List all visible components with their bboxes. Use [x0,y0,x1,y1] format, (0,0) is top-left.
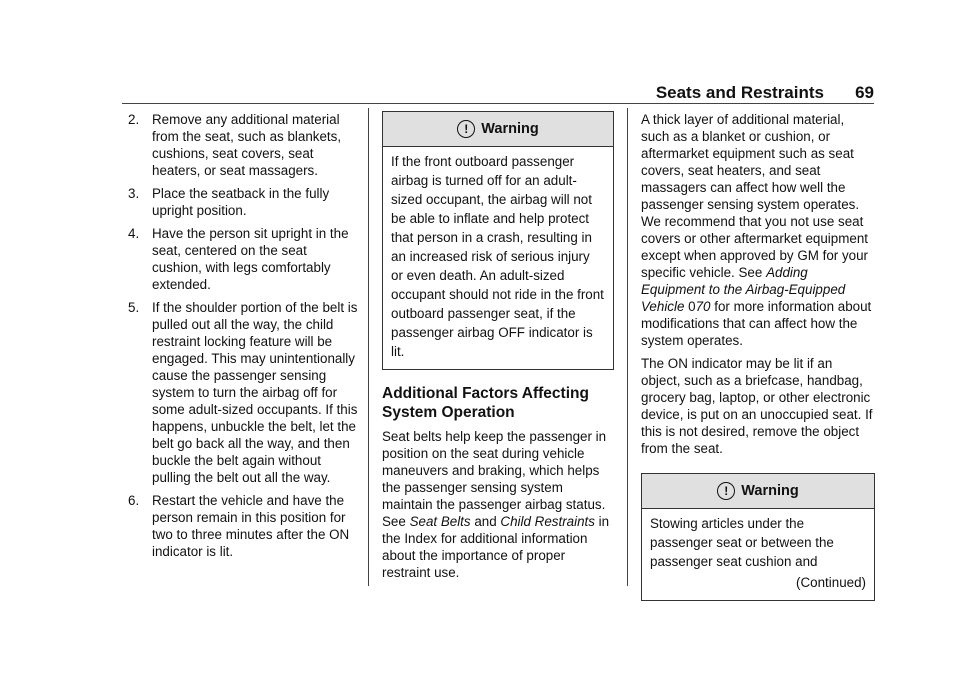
warning-header [383,112,613,147]
list-item [128,299,358,486]
warning-box [641,473,875,601]
paragraph-text: for more information about modifications that can affect how the system operates. [641,299,872,348]
index-reference-link[interactable]: Child Restraints [500,514,595,529]
list-number: 6. [128,493,140,508]
paragraph [641,111,875,349]
column-3 [641,111,875,601]
list-number: 4. [128,226,140,241]
list-item [128,225,358,293]
warning-icon: ! [457,120,475,138]
paragraph: The ON indicator may be lit if an object, such as a briefcase, handbag, grocery bag, laptop, or other electronic device, is put on an unoccupied seat. If this is not desired, remove the object from the seat. [641,356,873,456]
warning-title: Warning [481,120,539,137]
warning-box [382,111,614,370]
list-text: Remove any additional material from the seat, such as blankets, cushions, seat covers, seat heaters, or seat massagers. [152,112,342,178]
paragraph-text: in the Index for additional information about the importance of proper restraint use. [382,514,610,580]
procedure-list [128,111,358,560]
list-number: 2. [128,112,140,127]
list-item [128,185,358,219]
paragraph-text: A thick layer of additional material, such as a blanket or cushion, or aftermarket equipment such as seat covers, seat heaters, and seat massagers can affect how well the passenger sensing system operates. We recommend that you not use seat covers or other aftermarket equipment except when approved by GM for your specific vehicle. See [641,112,869,280]
section-heading: Additional Factors Affecting System Operation [382,385,589,421]
list-item [128,111,358,179]
warning-text: Stowing articles under the passenger seat or between the passenger seat cushion and [650,516,834,569]
page-number: 69 [855,83,874,102]
list-number: 5. [128,300,140,315]
column-2 [382,111,614,587]
warning-title: Warning [741,482,799,499]
section-title: Seats and Restraints [655,83,824,102]
index-reference-link[interactable]: Seat Belts [409,514,471,529]
warning-body [642,509,874,600]
column-1 [128,111,358,566]
warning-text: If the front outboard passenger airbag is turned off for an adult-sized occupant, the airbag will not be able to inflate and help protect that person in a crash, resulting in an increased risk of serious injury or even death. An adult-sized occupant should not ride in the front outboard passenger seat, if the passenger airbag OFF indicator is lit. [391,154,604,359]
list-text: Have the person sit upright in the seat, centered on the seat cushion, with legs comfortably extended. [152,226,349,292]
list-number: 3. [128,186,140,201]
list-text: Restart the vehicle and have the person remain in this position for two to three minutes after the ON indicator is lit. [152,493,350,559]
warning-icon: ! [717,482,735,500]
paragraph [382,428,614,581]
warning-header [642,474,874,509]
list-item [128,492,358,560]
list-text: Place the seatback in the fully upright position. [152,186,330,218]
column-divider-2 [627,108,628,586]
column-divider-1 [368,108,369,586]
page-header [122,83,874,104]
conjunction: and [474,514,497,529]
paragraph-text: Seat belts help keep the passenger in position on the seat during vehicle maneuvers and braking, which helps the passenger sensing system maintain the passenger airbag status. See [382,429,607,529]
cross-reference-link[interactable]: Adding Equipment to the Airbag-Equipped Vehicle [641,265,846,314]
list-text: If the shoulder portion of the belt is pulled out all the way, the child restraint locking feature will be engaged. This may unintentionally cause the passenger sensing system to turn the airbag off for some adult-sized occupants. If this happens, unbuckle the belt, let the belt go back all the way, and then buckle the belt again without pulling the belt out all the way. [152,300,358,485]
continued-label: (Continued) [796,575,866,590]
cross-reference-page[interactable]: 70 [695,299,711,314]
page-ref-icon: 0 [684,299,696,314]
